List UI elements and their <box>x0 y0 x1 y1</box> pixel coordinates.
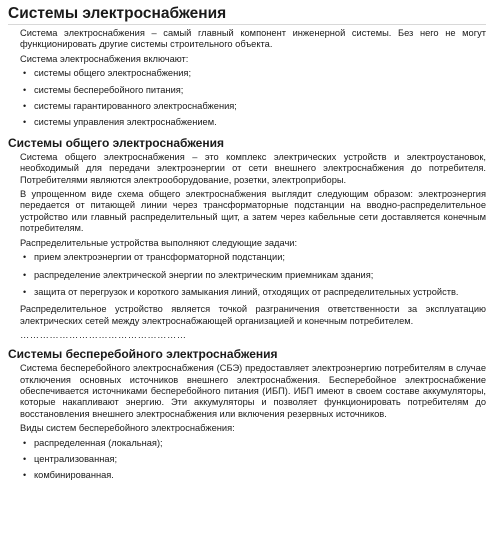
list-item: • системы бесперебойного питания; <box>23 84 184 95</box>
intro-list <box>8 68 486 129</box>
bullet-icon: • <box>23 101 27 112</box>
list-item: • распределенная (локальная); <box>23 437 163 448</box>
list-item: • системы управления электроснабжением. <box>23 117 217 128</box>
bullet-icon: • <box>23 269 27 280</box>
ups-list <box>8 438 486 482</box>
ellipsis-separator: …………………………………………… <box>20 330 187 341</box>
bullet-icon: • <box>23 437 27 448</box>
bullet-icon: • <box>23 470 27 481</box>
list-item: • распределение электрической энергии по электрическим приемникам здания; <box>23 269 374 280</box>
bullet-icon: • <box>23 453 27 464</box>
general-list <box>8 252 486 298</box>
list-item: • системы общего электроснабжения; <box>23 68 192 79</box>
list-item: • системы гарантированного электроснабжения; <box>23 101 237 112</box>
section-heading-general: Системы общего электроснабжения <box>8 135 224 150</box>
bullet-icon: • <box>23 117 27 128</box>
bullet-icon: • <box>23 68 27 79</box>
ups-list-lead: Виды систем бесперебойного электроснабжения: <box>20 423 235 434</box>
bullet-icon: • <box>23 286 27 297</box>
list-item: • централизованная; <box>23 453 118 464</box>
general-paragraph-4: Распределительное устройство является точкой разграничения ответственности за эксплуатацию электрических сетей между электроснабжающей организацией и конечным потребителем. <box>20 304 486 326</box>
ups-paragraph-1: Система бесперебойного электроснабжения (СБЭ) предоставляет электроэнергию потребителям в случае отключения основных источников внешнего электроснабжения. Бесперебойное электроснабжение обеспечивается источниками бесперебойного питания (ИБП). ИБП имеют в своем составе аккумуляторы, которые накапливают энергию. Эти аккумуляторы и позволяет функционировать потребителям до восстановления внешнего электроснабжения или включения резервных источников. <box>20 363 486 419</box>
bullet-icon: • <box>23 252 27 263</box>
general-paragraph-1: Система общего электроснабжения – это комплекс электрических устройств и электроустановок, необходимый для передачи электроэнергии от сети внешнего электроснабжения до потребителя. Потребителями являются электрооборудование, розетки, электроприборы. <box>20 151 486 185</box>
general-paragraph-2: В упрощенном виде схема общего электроснабжения выглядит следующим образом: электроэнергия передается от питающей линии через трансформаторные подстанции на вводно-распределительное устройство или главный распределительный щит, а затем через кабельные сети доставляется конечным потребителям. <box>20 189 486 234</box>
intro-paragraph: Система электроснабжения – самый главный компонент инженерной системы. Без него не могут функционировать другие системы строительного объекта. <box>20 28 486 50</box>
list-item: • комбинированная. <box>23 470 114 481</box>
list-item: • защита от перегрузок и короткого замыкания линий, отходящих от распределительных устройств. <box>23 286 459 297</box>
bullet-icon: • <box>23 84 27 95</box>
general-list-lead: Распределительные устройства выполняют следующие задачи: <box>20 237 298 248</box>
intro-list-lead: Система электроснабжения включают: <box>20 53 189 64</box>
page-title: Системы электроснабжения <box>8 4 486 25</box>
section-heading-ups: Системы бесперебойного электроснабжения <box>8 347 278 362</box>
list-item: • прием электроэнергии от трансформаторной подстанции; <box>23 252 285 263</box>
